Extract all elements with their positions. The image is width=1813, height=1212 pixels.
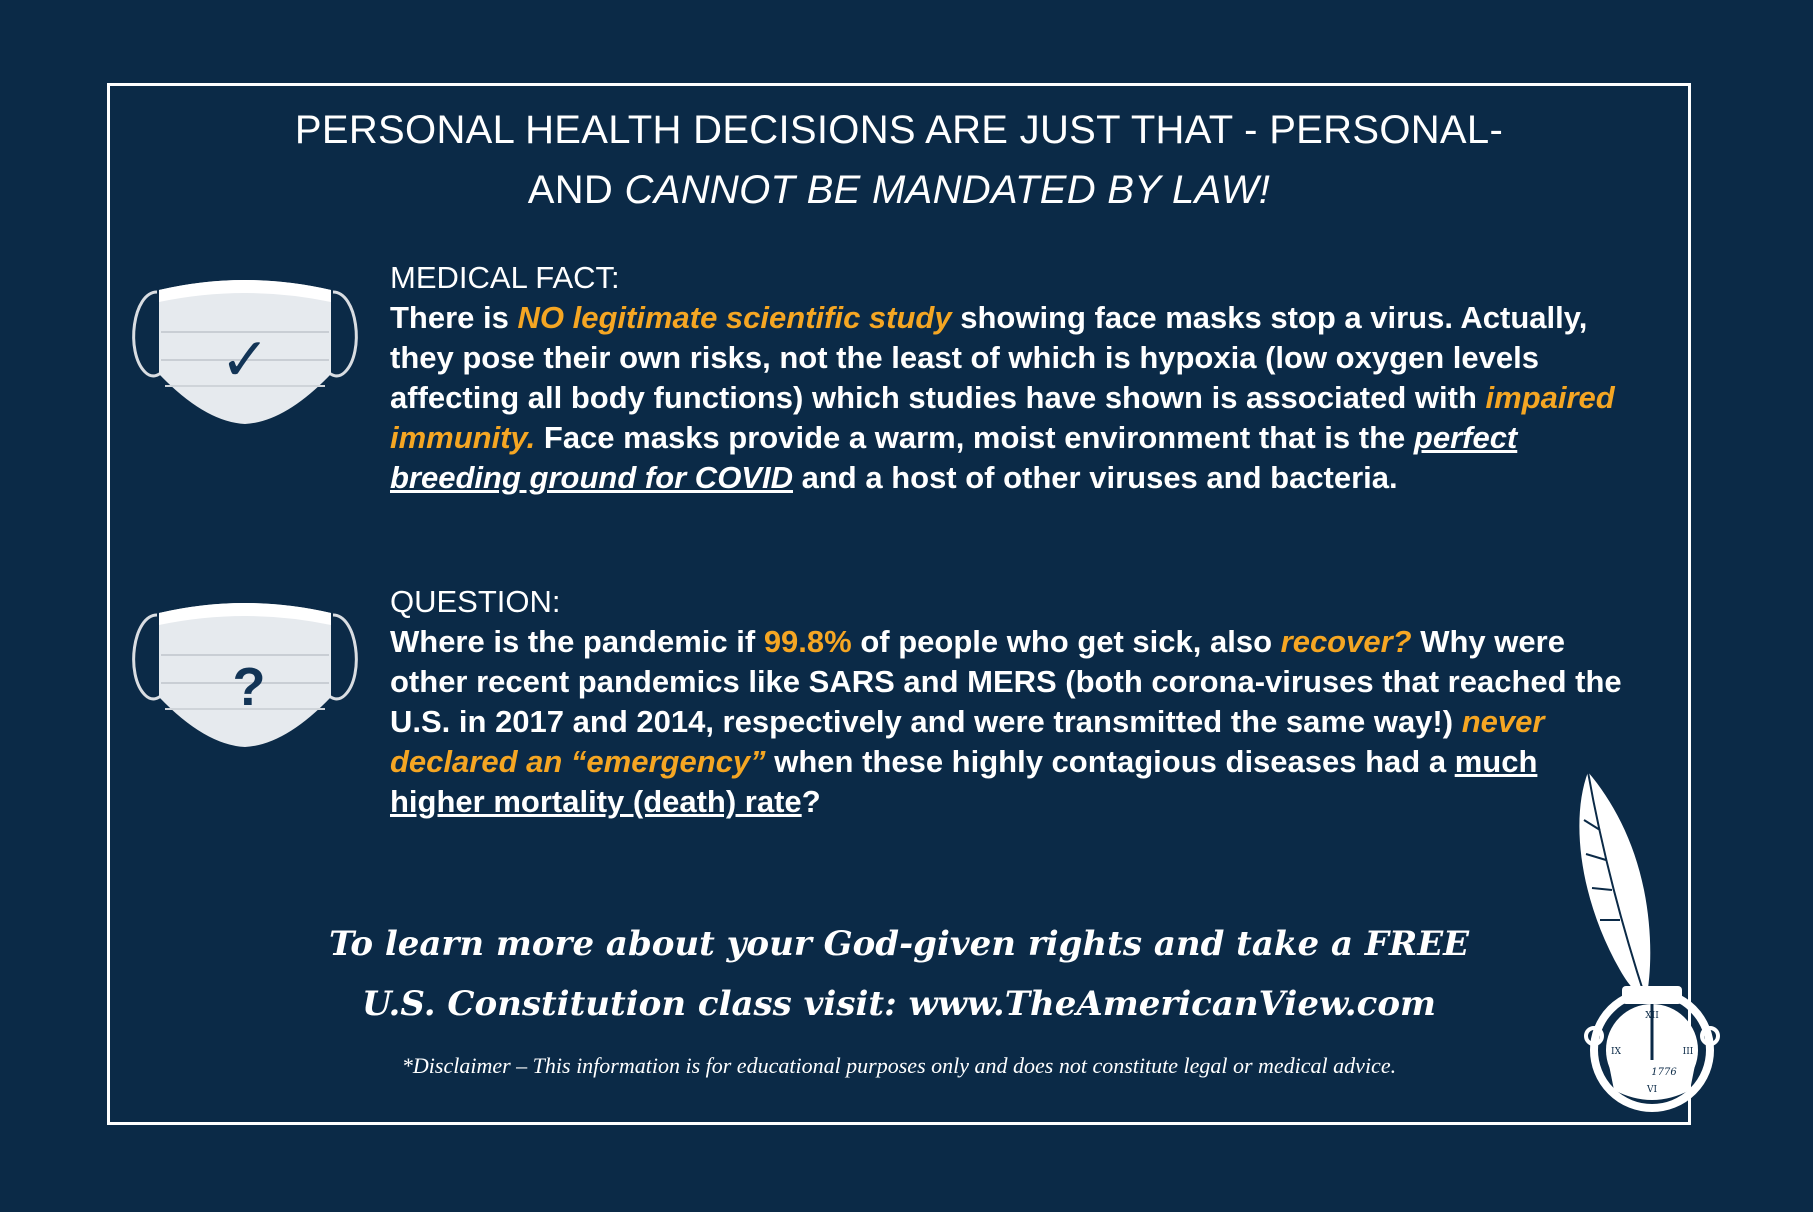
disclaimer-text: *Disclaimer – This information is for educational purposes only and does not constitute legal or medical advice. bbox=[401, 1053, 1397, 1078]
fact-text-1: There is bbox=[390, 300, 518, 335]
question-text-2: of people who get sick, also bbox=[851, 624, 1281, 659]
question-section bbox=[390, 582, 1640, 822]
question-heading: QUESTION: bbox=[390, 584, 561, 619]
fact-highlight-1: NO legitimate scientific study bbox=[517, 300, 952, 335]
title-line-2-prefix: AND bbox=[527, 168, 625, 212]
title-line-2 bbox=[107, 160, 1691, 220]
question-text-3: Why were other recent pandemics like SARS and MERS (both corona-viruses that reached the U.S. in 2017 and 2014, respectively and were transmitted the same way!) bbox=[390, 624, 1622, 739]
call-to-action bbox=[107, 914, 1691, 1034]
logo-year: 1776 bbox=[1651, 1067, 1677, 1078]
medical-fact-body bbox=[390, 298, 1640, 498]
logo-roman-iii: III bbox=[1682, 1047, 1694, 1057]
check-mark-icon: ✓ bbox=[219, 325, 271, 395]
cta-line-1: To learn more about your God-given rights and take a FREE bbox=[328, 924, 1470, 964]
question-highlight-3: never declared an “emergency” bbox=[390, 704, 1545, 779]
fact-text-2: showing face masks stop a virus. Actually, they pose their own risks, not the least of which is hypoxia (low oxygen levels affecting all body functions) which studies have shown is associated with bbox=[390, 300, 1588, 415]
cta-line-2: U.S. Constitution class visit: www.TheAmericanView.com bbox=[362, 984, 1436, 1024]
fact-text-3: Face masks provide a warm, moist environment that is the bbox=[535, 420, 1414, 455]
logo-roman-xii: XII bbox=[1645, 1011, 1659, 1021]
question-text-1: Where is the pandemic if bbox=[390, 624, 764, 659]
face-mask-question-icon bbox=[125, 585, 365, 755]
medical-fact-section bbox=[390, 258, 1640, 498]
quill-inkwell-logo-icon bbox=[1560, 760, 1740, 1120]
logo-roman-ix: IX bbox=[1611, 1047, 1621, 1057]
fact-highlight-2: impaired immunity. bbox=[390, 380, 1615, 455]
face-mask-check-icon bbox=[125, 262, 365, 432]
question-body bbox=[390, 622, 1640, 822]
question-underline-1: much higher mortality (death) rate bbox=[390, 744, 1538, 819]
question-text-5: ? bbox=[801, 784, 821, 819]
title-line-1: PERSONAL HEALTH DECISIONS ARE JUST THAT - PERSONAL- bbox=[294, 108, 1504, 152]
fact-underline-1: perfect breeding ground for COVID bbox=[390, 420, 1518, 495]
question-text-4: when these highly contagious diseases had a bbox=[765, 744, 1455, 779]
logo-roman-vi: VI bbox=[1646, 1085, 1658, 1095]
title-line-2-emphasis: CANNOT BE MANDATED BY LAW! bbox=[624, 168, 1271, 212]
page-title bbox=[107, 100, 1691, 220]
question-highlight-2: recover? bbox=[1280, 624, 1412, 659]
fact-text-4: and a host of other viruses and bacteria. bbox=[793, 460, 1398, 495]
question-highlight-1: 99.8% bbox=[763, 624, 852, 659]
question-mark-icon: ? bbox=[232, 657, 266, 717]
medical-fact-heading: MEDICAL FACT: bbox=[390, 260, 620, 295]
